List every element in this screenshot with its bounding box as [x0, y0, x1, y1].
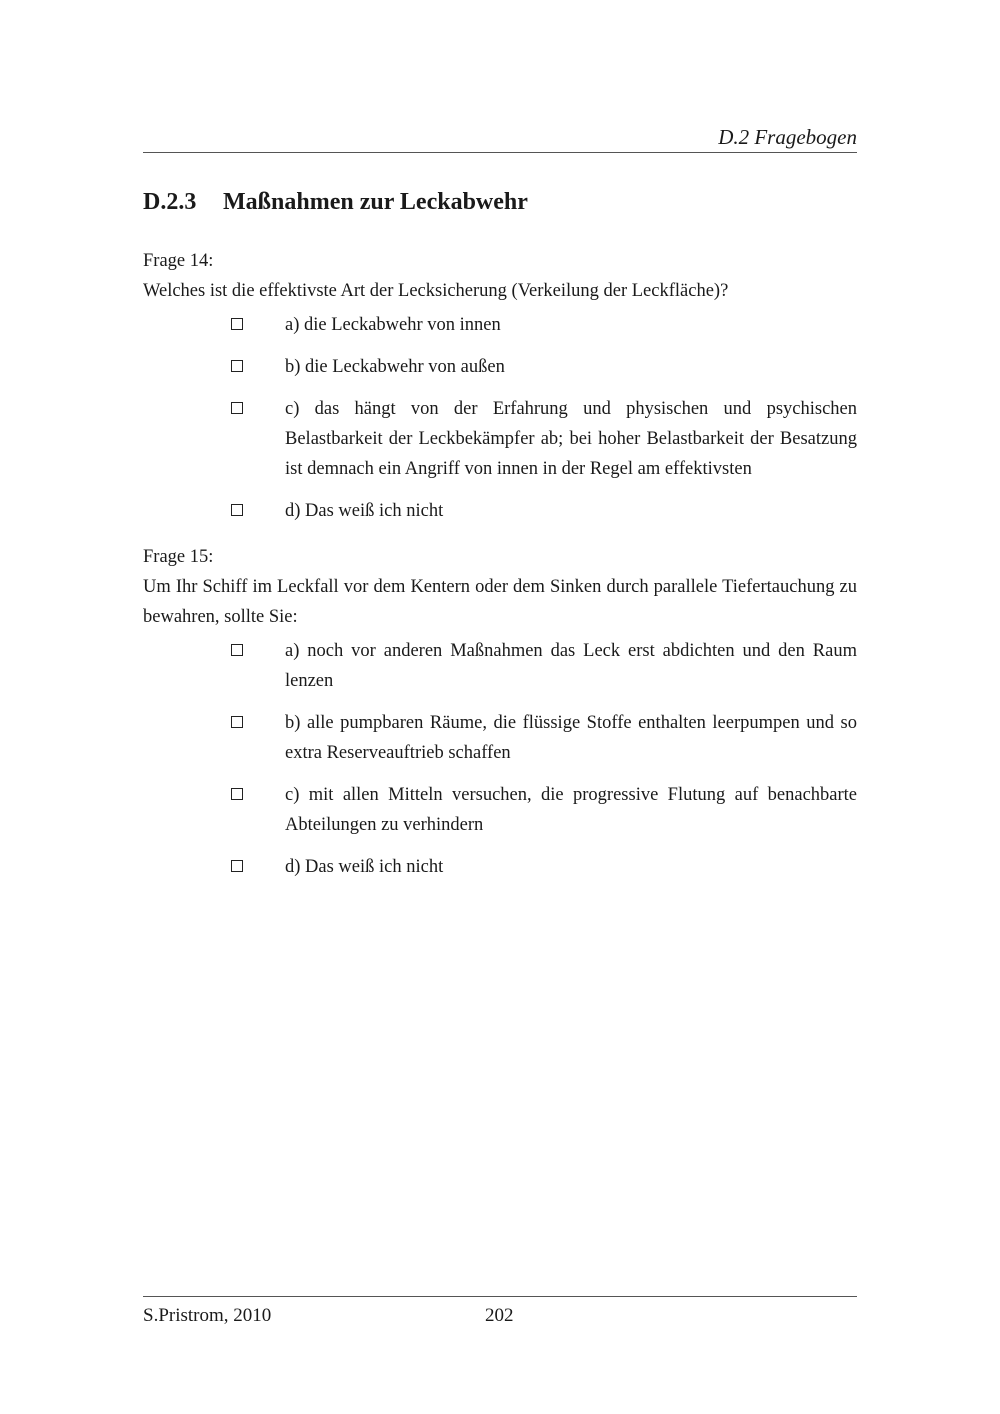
page-number: 202 [485, 1305, 514, 1326]
answer-options [143, 636, 857, 882]
footer-author: S.Pristrom, 2010 [143, 1305, 272, 1326]
answer-option [143, 780, 857, 840]
checkbox-icon[interactable] [231, 860, 243, 872]
answer-option [143, 496, 857, 526]
section-heading [143, 186, 528, 218]
answer-option-label: d) Das weiß ich nicht [285, 857, 444, 877]
running-header [143, 124, 857, 153]
answer-option-label: a) die Leckabwehr von innen [285, 315, 501, 335]
question-label: Frage 14: [143, 251, 214, 271]
question-label: Frage 15: [143, 547, 214, 567]
checkbox-icon[interactable] [231, 644, 243, 656]
answer-option-label: c) das hängt von der Erfahrung und physischen und psychischen Belastbarkeit der Leckbekämpfer ab; bei hoher Belastbarkeit der Besatzung ist demnach ein Angriff von innen in der Regel am effektivsten [285, 399, 857, 479]
answer-option [143, 852, 857, 882]
answer-option [143, 352, 857, 382]
answer-options [143, 310, 857, 526]
answer-option [143, 310, 857, 340]
answer-option-label: d) Das weiß ich nicht [285, 501, 444, 521]
checkbox-icon[interactable] [231, 788, 243, 800]
checkbox-icon[interactable] [231, 402, 243, 414]
answer-option-label: b) die Leckabwehr von außen [285, 357, 505, 377]
running-header-title: D.2 Fragebogen [718, 125, 857, 149]
answer-option [143, 708, 857, 768]
checkbox-icon[interactable] [231, 504, 243, 516]
question-text: Um Ihr Schiff im Leckfall vor dem Kentern oder dem Sinken durch parallele Tiefertauchung zu bewahren, sollte Sie: [143, 577, 857, 627]
question-15 [143, 542, 857, 894]
question-14 [143, 246, 857, 538]
answer-option-label: a) noch vor anderen Maßnahmen das Leck erst abdichten und den Raum lenzen [285, 641, 857, 691]
checkbox-icon[interactable] [231, 716, 243, 728]
checkbox-icon[interactable] [231, 360, 243, 372]
answer-option-label: c) mit allen Mitteln versuchen, die progressive Flutung auf benachbarte Abteilungen zu verhindern [285, 785, 857, 835]
answer-option-label: b) alle pumpbaren Räume, die flüssige Stoffe enthalten leerpumpen und so extra Reserveauftrieb schaffen [285, 713, 857, 763]
answer-option [143, 636, 857, 696]
question-text: Welches ist die effektivste Art der Lecksicherung (Verkeilung der Leckfläche)? [143, 281, 729, 301]
section-number: D.2.3 [143, 189, 197, 215]
checkbox-icon[interactable] [231, 318, 243, 330]
answer-option [143, 394, 857, 484]
page-footer [143, 1296, 857, 1326]
section-title: Maßnahmen zur Leckabwehr [223, 189, 528, 215]
